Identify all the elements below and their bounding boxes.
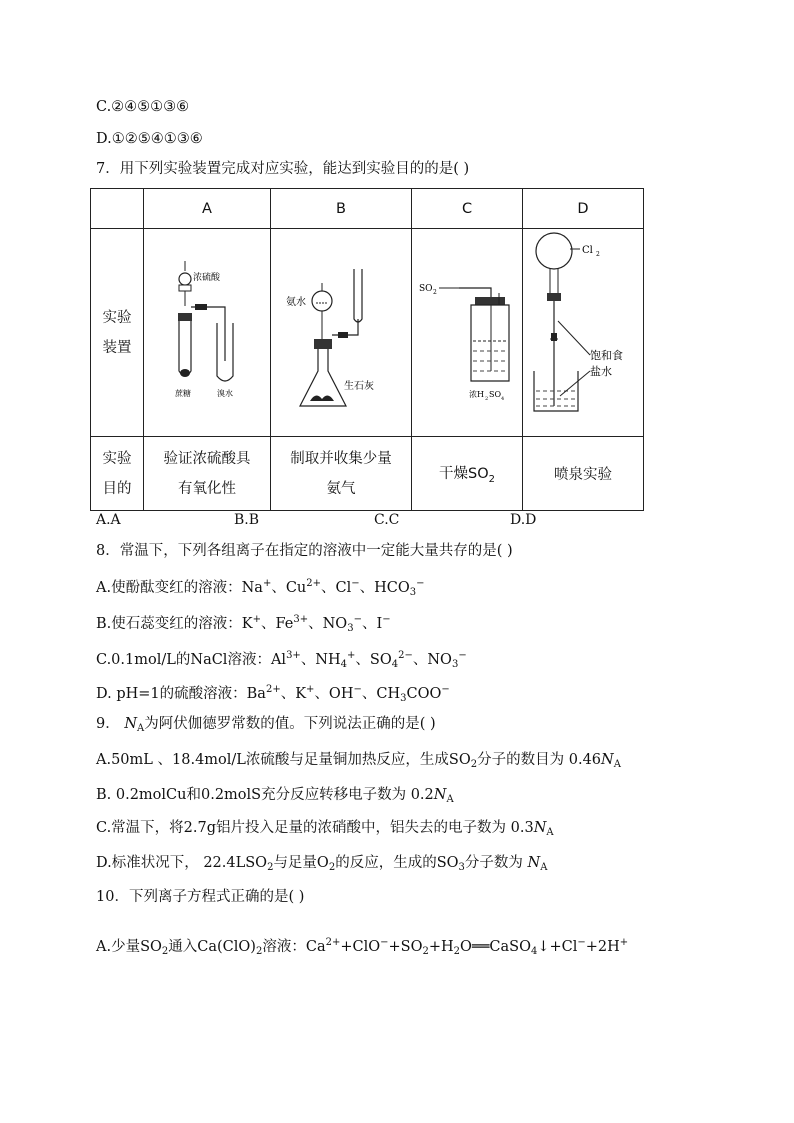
- q9-option-a: A.50mL 、18.4mol/L浓硫酸与足量铜加热反应，生成$SO_2$分子的数目为 $0.46N_A$: [96, 752, 621, 770]
- svg-text:Cl: Cl: [582, 244, 593, 256]
- header-c: C: [412, 189, 523, 229]
- purpose-d: 喷泉实验: [523, 437, 644, 511]
- header-a: A: [144, 189, 271, 229]
- apparatus-b-diagram: [272, 231, 410, 431]
- svg-text:4: 4: [501, 395, 505, 402]
- q9-option-d: D.标准状况下， $22.4LSO_2$与足量$O_2$的反应，生成的$SO_3$分子数为 $N_A$: [96, 855, 548, 873]
- purpose-a: 验证浓硫酸具 有氧化性: [144, 437, 271, 511]
- q9-option-b: B. 0.2molCu和0.2molS充分反应转移电子数为 $0.2N_A$: [96, 787, 454, 805]
- q9-option-c: C.常温下，将2.7g铝片投入足量的浓硝酸中，铝失去的电子数为 $0.3N_A$: [96, 820, 554, 838]
- apparatus-d: [523, 229, 644, 437]
- apparatus-c: [412, 229, 523, 437]
- svg-text:浓硫酸: 浓硫酸: [193, 272, 221, 283]
- option-c: C.C: [374, 512, 400, 528]
- header-empty: [91, 189, 144, 229]
- apparatus-b: [271, 229, 412, 437]
- q8-option-b: B.使石蕊变红的溶液：K+、$Fe^{3+}$、$NO_3^-$、I−: [96, 614, 391, 634]
- svg-text:2: 2: [433, 288, 437, 296]
- q8-option-a: A.使酚酞变红的溶液：Na+、$Cu^{2+}$、Cl−、$HCO_3^-$: [96, 578, 425, 598]
- q7-options: [96, 512, 696, 532]
- option-d: D.D: [510, 512, 537, 528]
- question-8-stem: 8．常温下，下列各组离子在指定的溶液中一定能大量共存的是( ): [96, 543, 513, 559]
- svg-text:蔗糖: 蔗糖: [175, 388, 191, 398]
- svg-text:SO: SO: [489, 389, 502, 399]
- option-b: B.B: [234, 512, 260, 528]
- apparatus-a: [144, 229, 271, 437]
- svg-text:浓H: 浓H: [469, 389, 484, 399]
- row-label-purpose: 实验 目的: [91, 437, 144, 511]
- apparatus-a-diagram: [145, 231, 269, 431]
- option-d-line: D.①②⑤④①③⑥: [96, 131, 203, 147]
- q8-option-d: D. pH=1的硫酸溶液：$Ba^{2+}$、K+、OH−、$CH_3COO^-$: [96, 684, 450, 704]
- purpose-b: 制取并收集少量 氨气: [271, 437, 412, 511]
- svg-text:氨水: 氨水: [286, 296, 306, 308]
- purpose-c: 干燥$SO_2$: [412, 437, 523, 511]
- svg-text:2: 2: [596, 250, 600, 258]
- apparatus-c-diagram: [413, 231, 521, 431]
- svg-text:溴水: 溴水: [217, 388, 233, 398]
- question-7-stem: 7．用下列实验装置完成对应实验，能达到实验目的的是( ): [96, 161, 470, 177]
- question-9-stem: 9． $N_A$为阿伏伽德罗常数的值。下列说法正确的是( ): [96, 716, 436, 734]
- row-label-apparatus: 实验 装置: [91, 229, 144, 437]
- svg-text:SO: SO: [419, 283, 433, 294]
- experiment-table: [90, 188, 644, 511]
- option-c-line: C.②④⑤①③⑥: [96, 99, 190, 115]
- svg-text:生石灰: 生石灰: [344, 380, 374, 392]
- header-d: D: [523, 189, 644, 229]
- q10-option-a: A.少量$SO_2$通入$Ca(ClO)_2$溶液：$Ca^{2+}+ClO^-+SO_2+H_2O══CaSO_4↓+Cl^-+2H^+$: [96, 937, 629, 957]
- svg-text:2: 2: [485, 395, 489, 402]
- question-10-stem: 10．下列离子方程式正确的是( ): [96, 889, 305, 905]
- q8-option-c: C.0.1mol/L的NaCl溶液：$Al^{3+}$、$NH_4^+$、$SO_4^{2-}$、$NO_3^-$: [96, 650, 467, 670]
- svg-text:盐水: 盐水: [590, 364, 612, 378]
- header-b: B: [271, 189, 412, 229]
- svg-text:饱和食: 饱和食: [590, 348, 623, 362]
- option-a: A.A: [96, 512, 121, 528]
- apparatus-d-diagram: [524, 231, 642, 431]
